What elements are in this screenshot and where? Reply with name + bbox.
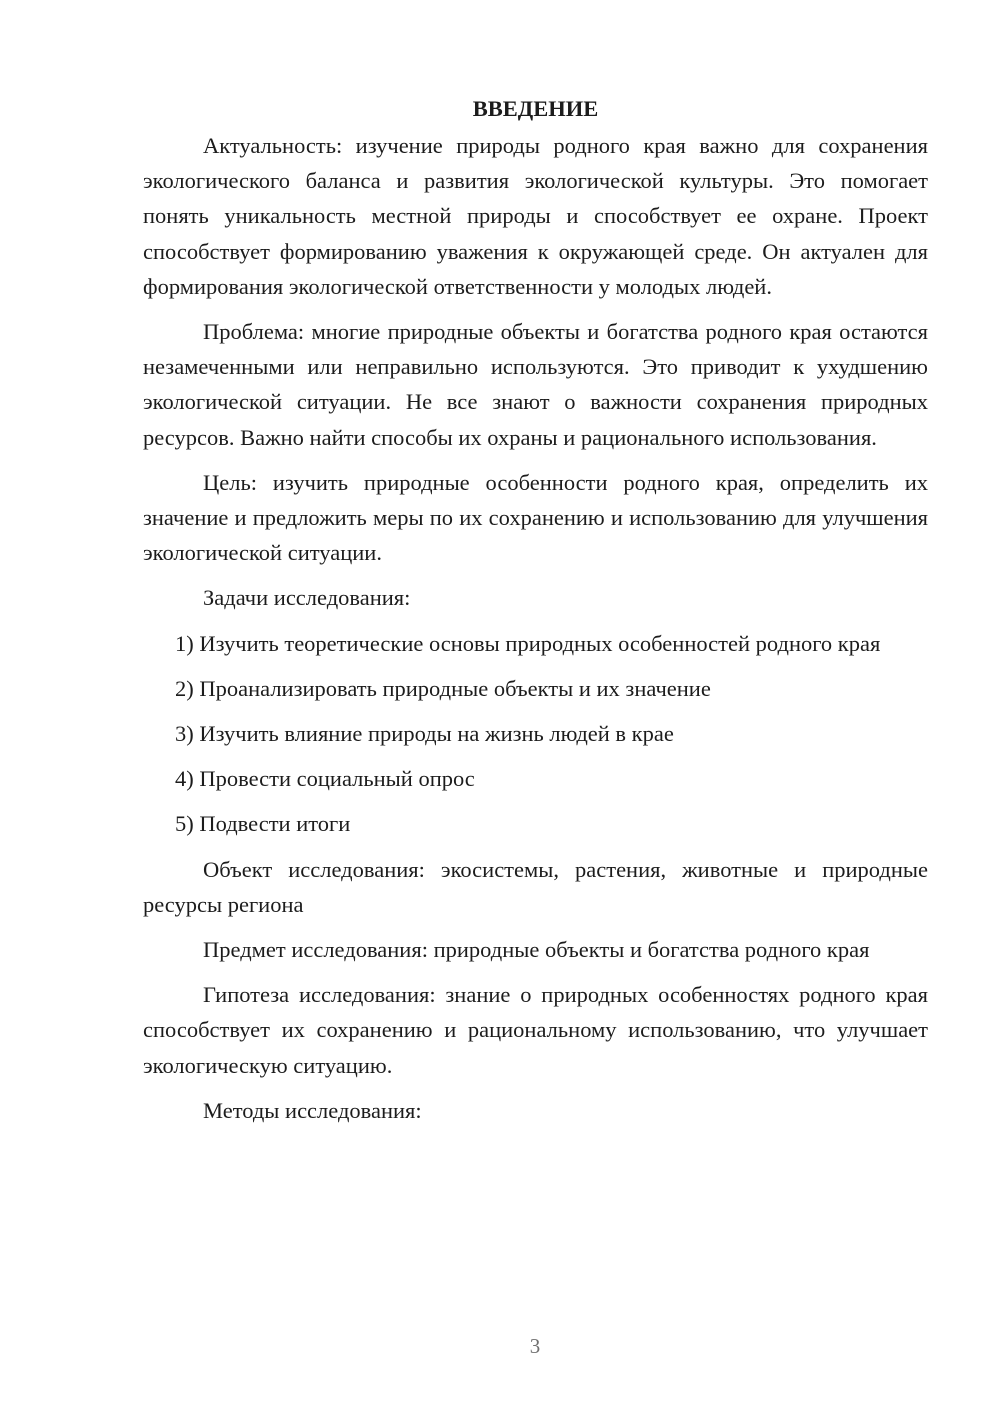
page-number: 3	[529, 1334, 541, 1358]
section-heading: ВВЕДЕНИЕ	[472, 96, 599, 121]
tasks-title: Задачи исследования:	[203, 585, 411, 611]
problem-paragraph: Проблема: многие природные объекты и богатства родного края остаются незамеченными или неправильно используются. Это приводит к ухудшению экологической ситуации. Не все знают о важности сохранения природных ресурсов. Важно найти способы их охраны и рационального использования.	[143, 319, 928, 450]
methods-paragraph: Методы исследования:	[203, 1097, 422, 1123]
object-paragraph: Объект исследования: экосистемы, растения, животные и природные ресурсы региона	[143, 856, 928, 917]
task-item: 2) Проанализировать природные объекты и их значение	[175, 675, 711, 701]
task-item: 3) Изучить влияние природы на жизнь людей в крае	[175, 721, 674, 747]
task-item: 1) Изучить теоретические основы природных особенностей родного края	[175, 630, 881, 656]
subject-paragraph: Предмет исследования: природные объекты и богатства родного края	[203, 937, 870, 963]
task-item: 4) Провести социальный опрос	[175, 766, 475, 792]
page-content	[143, 92, 928, 1138]
hypothesis-paragraph: Гипотеза исследования: знание о природных особенностях родного края способствует их сохранению и рациональному использованию, что улучшает экологическую ситуацию.	[143, 982, 928, 1078]
relevance-paragraph: Актуальность: изучение природы родного края важно для сохранения экологического баланса и развития экологической культуры. Это помогает понять уникальность местной природы и способствует ее охране. Проект способствует формированию уважения к окружающей среде. Он актуален для формирования экологической ответственности у молодых людей.	[143, 133, 928, 299]
task-item: 5) Подвести итоги	[175, 811, 351, 837]
goal-paragraph: Цель: изучить природные особенности родного края, определить их значение и предложить меры по их сохранению и использованию для улучшения экологической ситуации.	[143, 469, 928, 566]
